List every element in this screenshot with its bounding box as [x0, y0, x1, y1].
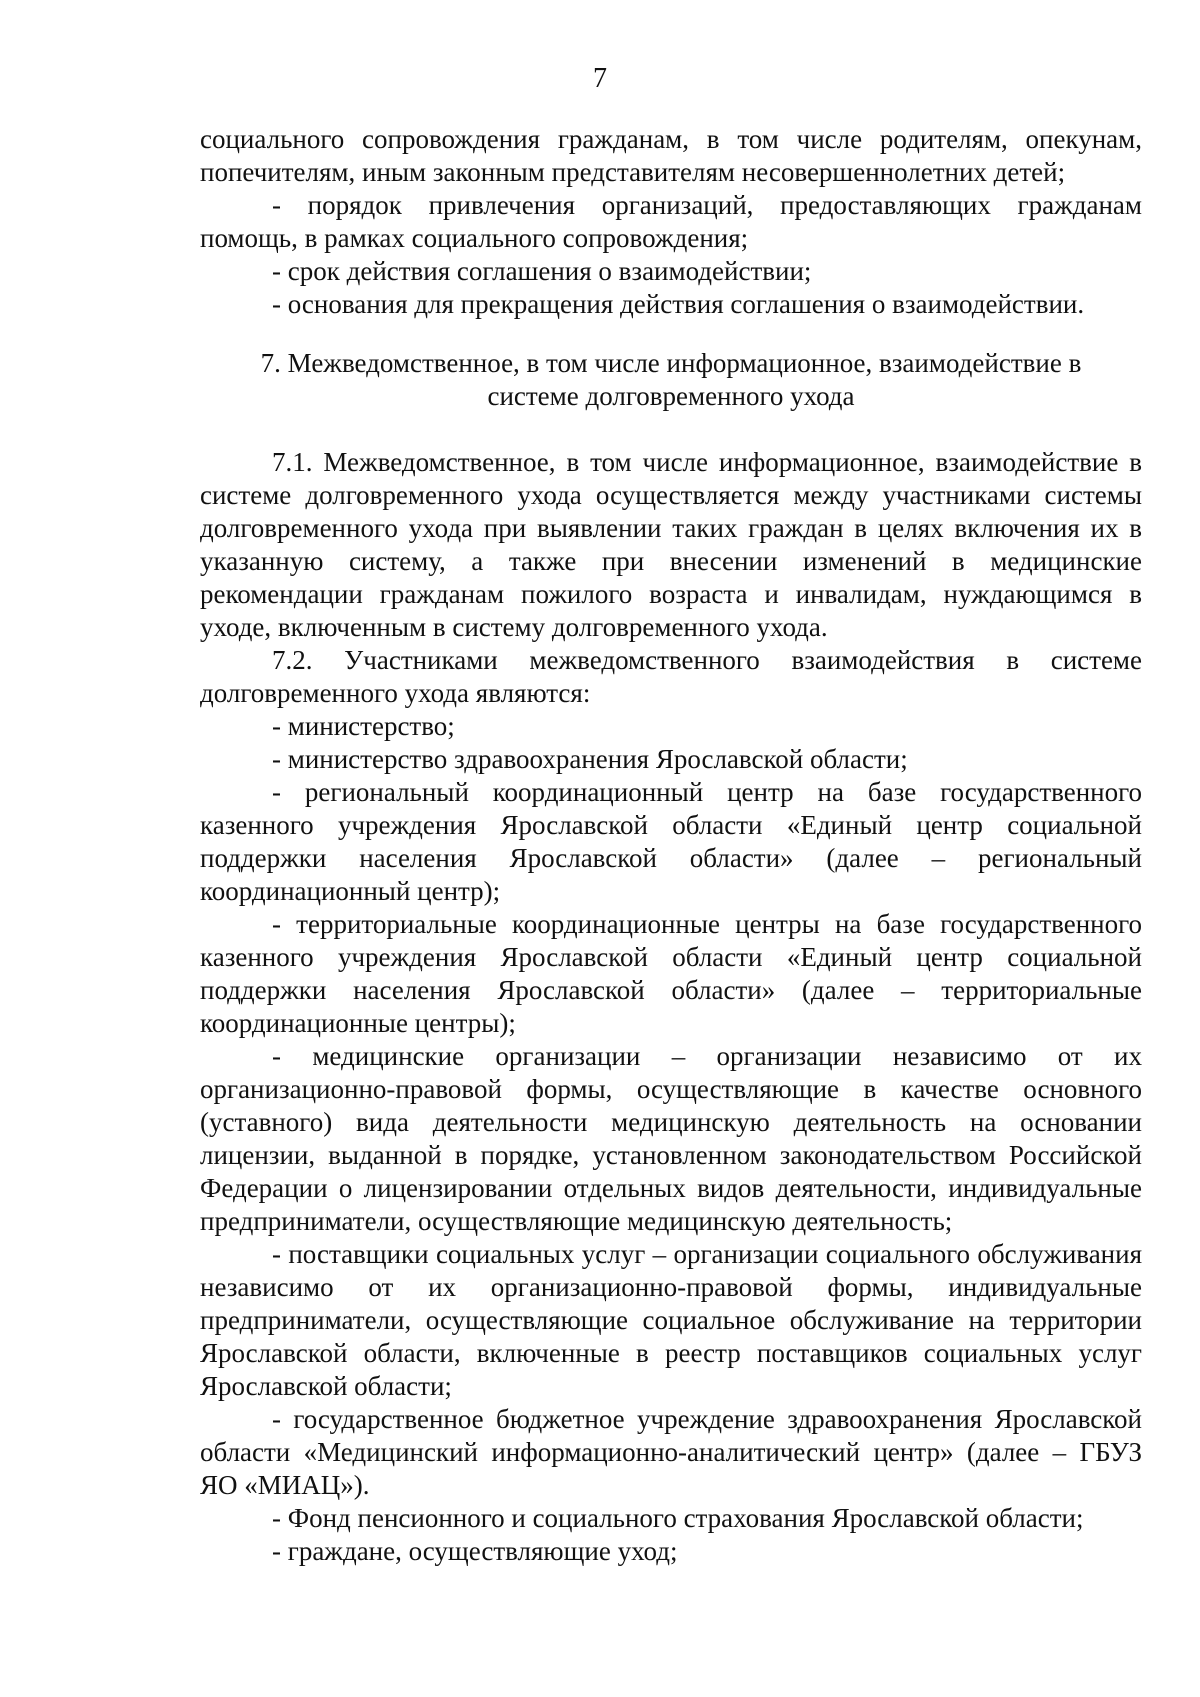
document-body: [200, 123, 1142, 1568]
list-item: - медицинские организации – организации независимо от их организационно-правовой формы, осуществляющие в качестве основного (уставного) вида деятельности медицинскую деятельность на основании лицензии, выданной в порядке, установленном законодательством Российской Федерации о лицензировании отдельных видов деятельности, индивидуальные предприниматели, осуществляющие медицинскую деятельность;: [200, 1041, 1142, 1236]
paragraph: 7.2. Участниками межведомственного взаимодействия в системе долговременного ухода являются:: [200, 645, 1142, 708]
list-item: - государственное бюджетное учреждение здравоохранения Ярославской области «Медицинский информационно-аналитический центр» (далее – ГБУЗ ЯО «МИАЦ»).: [200, 1404, 1142, 1500]
list-item: - региональный координационный центр на базе государственного казенного учреждения Ярославской области «Единый центр социальной поддержки населения Ярославской области» (далее – региональный координационный центр);: [200, 777, 1142, 906]
list-item: - Фонд пенсионного и социального страхования Ярославской области;: [272, 1503, 1084, 1533]
list-item: - граждане, осуществляющие уход;: [272, 1536, 678, 1566]
paragraph: социального сопровождения гражданам, в том числе родителям, опекунам, попечителям, иным законным представителям несовершеннолетних детей;: [200, 124, 1142, 187]
list-item: - порядок привлечения организаций, предоставляющих гражданам помощь, в рамках социального сопровождения;: [200, 190, 1142, 253]
section-title: 7. Межведомственное, в том числе информационное, взаимодействие в системе долговременного ухода: [260, 348, 1082, 411]
page-number: 7: [593, 63, 607, 94]
list-item: - министерство здравоохранения Ярославской области;: [272, 744, 908, 774]
paragraph: 7.1. Межведомственное, в том числе информационное, взаимодействие в системе долговременного ухода осуществляется между участниками системы долговременного ухода при выявлении таких граждан в целях включения их в указанную систему, а также при внесении изменений в медицинские рекомендации гражданам пожилого возраста и инвалидам, нуждающимся в уходе, включенным в систему долговременного ухода.: [200, 447, 1142, 642]
list-item: - территориальные координационные центры на базе государственного казенного учреждения Ярославской области «Единый центр социальной поддержки населения Ярославской области» (далее – территориальные координационные центры);: [200, 909, 1142, 1038]
list-item: - основания для прекращения действия соглашения о взаимодействии.: [272, 289, 1085, 319]
list-item: - поставщики социальных услуг – организации социального обслуживания независимо от их организационно-правовой формы, индивидуальные предприниматели, осуществляющие социальное обслуживание на территории Ярославской области, включенные в реестр поставщиков социальных услуг Ярославской области;: [200, 1239, 1142, 1401]
list-item: - срок действия соглашения о взаимодействии;: [272, 256, 812, 286]
list-item: - министерство;: [272, 711, 455, 741]
